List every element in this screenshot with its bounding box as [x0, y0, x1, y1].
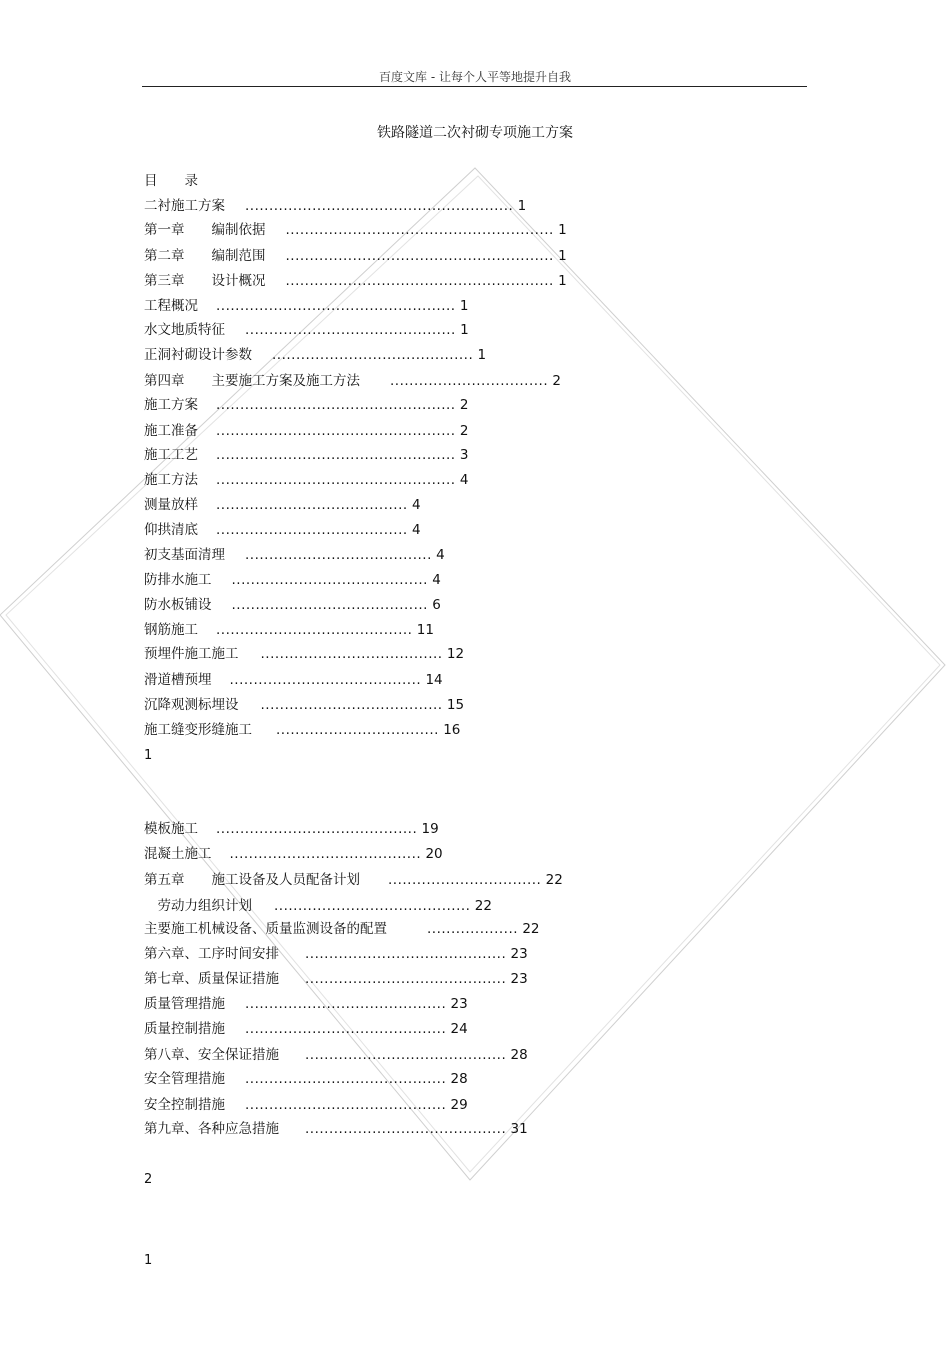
toc-entry[interactable]	[144, 1096, 468, 1114]
toc-leader: ......................................	[260, 697, 443, 713]
toc-leader: ..........................................	[245, 996, 447, 1012]
toc-entry[interactable]	[144, 945, 528, 963]
toc-entry-label: 第四章 主要施工方案及施工方法	[144, 373, 360, 389]
toc-leader: .................................	[390, 373, 549, 389]
toc-entry[interactable]	[144, 546, 445, 564]
toc-entry-label: 测量放样	[144, 497, 198, 513]
toc-entry-label: 水文地质特征	[144, 322, 225, 338]
toc-entry[interactable]	[144, 920, 540, 938]
toc-leader: ..........................................	[305, 1121, 507, 1137]
toc-leader: .......................................	[245, 547, 432, 563]
toc-entry-label: 第二章 编制范围	[144, 248, 266, 264]
toc-page-number: 24	[450, 1021, 468, 1037]
toc-entry[interactable]	[144, 621, 434, 639]
toc-leader: .........................................	[216, 622, 413, 638]
toc-heading: 目 录	[144, 173, 198, 189]
toc-entry-label: 防水板铺设	[144, 597, 212, 613]
toc-entry-label: 安全控制措施	[144, 1097, 225, 1113]
toc-page-number: 14	[425, 672, 443, 688]
toc-entry[interactable]	[144, 820, 439, 838]
toc-entry-label: 施工工艺	[144, 447, 198, 463]
toc-leader: ..........................................	[305, 1047, 507, 1063]
toc-entry[interactable]	[144, 396, 468, 414]
toc-entry-label: 第五章 施工设备及人员配备计划	[144, 872, 360, 888]
toc-page-number: 23	[510, 946, 528, 962]
toc-entry-label: 仰拱清底	[144, 522, 198, 538]
toc-page-number: 1	[558, 273, 567, 289]
toc-page-number: 22	[545, 872, 563, 888]
toc-page-number: 20	[425, 846, 443, 862]
toc-page-number: 28	[450, 1071, 468, 1087]
toc-leader: ........................................	[216, 522, 408, 538]
toc-entry-label: 施工方案	[144, 397, 198, 413]
toc-page-number: 1	[558, 248, 567, 264]
toc-entry[interactable]	[144, 871, 563, 889]
toc-entry-label: 安全管理措施	[144, 1071, 225, 1087]
toc-page-number: 22	[522, 921, 540, 937]
toc-entry-label: 第七章、质量保证措施	[144, 971, 279, 987]
toc-entry-label: 二衬施工方案	[144, 198, 225, 214]
toc-entry-label: 滑道槽预埋	[144, 672, 212, 688]
toc-entry[interactable]	[144, 645, 464, 663]
toc-page-number: 4	[411, 522, 421, 538]
toc-entry[interactable]	[144, 897, 492, 915]
toc-page-number: 28	[510, 1047, 528, 1063]
toc-entry-label: 施工缝变形缝施工	[144, 722, 252, 738]
toc-page-number: 12	[446, 646, 465, 662]
toc-page-number: 6	[432, 597, 441, 613]
toc-entry[interactable]	[144, 571, 441, 589]
toc-entry[interactable]	[144, 346, 486, 364]
toc-entry[interactable]	[144, 995, 468, 1013]
toc-page-number: 19	[421, 821, 439, 837]
toc-entry-label: 预埋件施工施工	[144, 646, 239, 662]
toc-entry[interactable]	[144, 471, 468, 489]
toc-entry[interactable]	[144, 696, 464, 714]
toc-leader: ..................................................	[216, 447, 456, 463]
toc-page-number: 2	[459, 423, 469, 439]
toc-page-number: 22	[474, 898, 492, 914]
toc-entry[interactable]	[144, 521, 421, 539]
toc-entry[interactable]	[144, 197, 526, 215]
toc-entry-label: 初支基面清理	[144, 547, 225, 563]
toc-leader: ..................................................	[216, 298, 456, 314]
toc-leader: ..........................................	[245, 1097, 447, 1113]
toc-leader: ..................................	[276, 722, 439, 738]
toc-entry[interactable]	[144, 247, 567, 265]
toc-leader: ........................................................	[285, 222, 554, 238]
toc-leader: ................................	[388, 872, 542, 888]
toc-page-number: 1	[477, 347, 487, 363]
toc-leader: ..........................................	[245, 1021, 447, 1037]
toc-leader: ..................................................	[216, 472, 456, 488]
toc-leader: ...................	[427, 921, 519, 937]
toc-entry-label: 混凝土施工	[144, 846, 212, 862]
toc-entry-label: 第一章 编制依据	[144, 222, 266, 238]
toc-entry[interactable]	[144, 845, 443, 863]
toc-entry[interactable]	[144, 297, 468, 315]
toc-leader: ..................................................	[216, 397, 456, 413]
toc-page-number: 16	[443, 722, 461, 738]
toc-entry-label: 正洞衬砌设计参数	[144, 347, 252, 363]
toc-page-number: 4	[432, 572, 441, 588]
toc-page-number: 1	[459, 298, 469, 314]
toc-page-number: 1	[517, 198, 527, 214]
toc-entry[interactable]	[144, 272, 567, 290]
toc-entry-label: 模板施工	[144, 821, 198, 837]
toc-entry[interactable]	[144, 321, 469, 339]
toc-leader: ..........................................	[245, 1071, 447, 1087]
toc-entry[interactable]	[144, 1046, 528, 1064]
toc-entry[interactable]	[144, 596, 441, 614]
toc-leader: ..................................................	[216, 423, 456, 439]
toc-page-number: 2	[552, 373, 562, 389]
toc-leader: ........................................	[216, 497, 408, 513]
toc-entry[interactable]	[144, 372, 561, 390]
toc-page-number: 4	[411, 497, 421, 513]
toc-entry-label: 主要施工机械设备、质量监测设备的配置	[144, 921, 387, 937]
toc-leader: ........................................................	[285, 248, 554, 264]
toc-leader: ..........................................	[272, 347, 474, 363]
toc-page-number: 23	[450, 996, 468, 1012]
toc-entry[interactable]	[144, 496, 421, 514]
toc-entry-label: 施工准备	[144, 423, 198, 439]
toc-page-number: 31	[510, 1121, 528, 1137]
toc-page-number: 11	[416, 622, 434, 638]
toc-entry[interactable]	[144, 1120, 528, 1138]
toc-leader: ..........................................	[216, 821, 418, 837]
toc-leader: ..........................................	[305, 946, 507, 962]
toc-page-number: 2	[459, 397, 469, 413]
toc-entry-label: 施工方法	[144, 472, 198, 488]
toc-entry-label: 劳动力组织计划	[144, 898, 252, 914]
toc-entry[interactable]	[144, 221, 567, 239]
toc-entry[interactable]	[144, 446, 468, 464]
page-number: 1	[144, 748, 153, 763]
toc-entry-label: 沉降观测标埋设	[144, 697, 239, 713]
toc-leader: .........................................	[274, 898, 471, 914]
page-number: 2	[144, 1172, 153, 1187]
toc-entry[interactable]	[144, 422, 468, 440]
toc-leader: ........................................................	[285, 273, 554, 289]
toc-leader: ........................................	[229, 846, 422, 862]
toc-leader: .........................................	[231, 597, 428, 613]
page-number: 1	[144, 1253, 153, 1268]
toc-entry-label: 第八章、安全保证措施	[144, 1047, 279, 1063]
toc-entry[interactable]	[144, 1020, 468, 1038]
toc-entry-label: 工程概况	[144, 298, 198, 314]
toc-entry-label: 防排水施工	[144, 572, 212, 588]
toc-entry-label: 第六章、工序时间安排	[144, 946, 279, 962]
page-header: 百度文库 - 让每个人平等地提升自我	[379, 70, 571, 84]
document-title: 铁路隧道二次衬砌专项施工方案	[377, 125, 573, 141]
toc-page-number: 23	[510, 971, 528, 987]
toc-entry[interactable]	[144, 721, 460, 739]
toc-leader: ......................................	[260, 646, 443, 662]
toc-leader: ............................................	[245, 322, 456, 338]
toc-leader: ........................................	[229, 672, 422, 688]
toc-page-number: 29	[450, 1097, 468, 1113]
toc-page-number: 4	[436, 547, 445, 563]
toc-page-number: 1	[558, 222, 567, 238]
toc-page-number: 15	[446, 697, 465, 713]
toc-entry-label: 第三章 设计概况	[144, 273, 266, 289]
toc-entry-label: 第九章、各种应急措施	[144, 1121, 279, 1137]
toc-entry-label: 质量控制措施	[144, 1021, 225, 1037]
toc-leader: .........................................	[231, 572, 428, 588]
toc-leader: ..........................................	[305, 971, 507, 987]
toc-entry-label: 钢筋施工	[144, 622, 198, 638]
toc-entry[interactable]	[144, 970, 528, 988]
toc-leader: ........................................................	[245, 198, 514, 214]
toc-page-number: 3	[459, 447, 469, 463]
toc-entry[interactable]	[144, 1070, 468, 1088]
toc-page-number: 4	[459, 472, 469, 488]
toc-entry-label: 质量管理措施	[144, 996, 225, 1012]
toc-page-number: 1	[460, 322, 469, 338]
toc-entry[interactable]	[144, 671, 443, 689]
